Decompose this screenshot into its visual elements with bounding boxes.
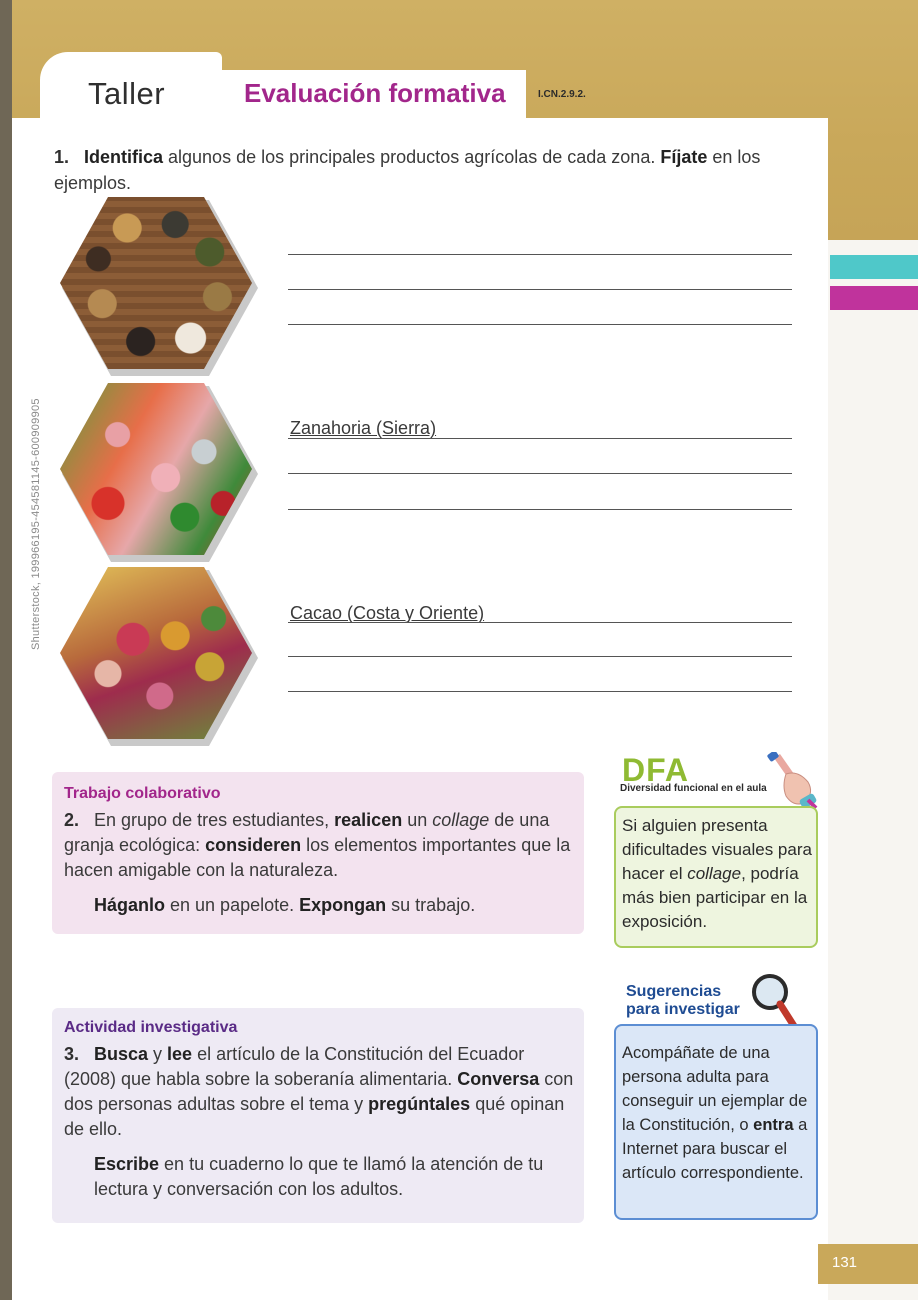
dfa-logo: DFA: [622, 752, 689, 788]
question-3-followup: [64, 1152, 576, 1202]
answer-line[interactable]: [288, 656, 792, 657]
term-collage: collage: [687, 864, 742, 883]
collaborative-heading: Trabajo colaborativo: [64, 785, 221, 802]
question-text: su trabajo.: [386, 895, 476, 915]
verb-entra: entra: [753, 1116, 794, 1134]
answer-line[interactable]: [288, 254, 792, 255]
question-number: 2.: [64, 810, 80, 830]
verb-realicen: realicen: [334, 810, 403, 830]
suggestions-text: [622, 1041, 816, 1185]
page-edge: [0, 0, 12, 1300]
investigative-heading: Actividad investigativa: [64, 1019, 238, 1036]
verb-preguntales: pregúntales: [368, 1094, 471, 1114]
term-collage: collage: [432, 810, 490, 830]
side-tab-teal: [830, 255, 918, 279]
verb-busca: Busca: [94, 1044, 149, 1064]
answer-line[interactable]: [288, 438, 792, 439]
dfa-text: [622, 814, 816, 934]
suggestions-heading: [626, 983, 740, 1019]
verb-expongan: Expongan: [299, 895, 387, 915]
question-2: [64, 808, 574, 918]
question-text: en un papelote.: [165, 895, 300, 915]
question-text: en los ejemplos.: [54, 147, 761, 193]
verb-haganlo: Háganlo: [94, 895, 166, 915]
page-number: 131: [832, 1254, 858, 1271]
suggestions-text-part: Acompáñate de una persona adulta para conseguir un ejemplar de la Constitución, o: [622, 1044, 808, 1134]
answer-line[interactable]: [288, 473, 792, 474]
answer-line[interactable]: [288, 691, 792, 692]
answer-line[interactable]: [288, 622, 792, 623]
question-text: qué opinan de ello.: [64, 1094, 565, 1139]
suggestions-heading-line2: para investigar: [626, 1001, 740, 1018]
question-text: algunos de los principales productos agrícolas de cada zona.: [163, 147, 661, 167]
question-number: 3.: [64, 1044, 80, 1064]
dfa-subtitle: Diversidad funcional en el aula: [620, 783, 767, 794]
verb-escribe: Escribe: [94, 1154, 160, 1174]
question-text: los elementos importantes que la hacen amigable con la naturaleza.: [64, 835, 571, 880]
hand-pointing-icon: [764, 752, 818, 810]
question-text: un: [402, 810, 433, 830]
page-title: Evaluación formativa: [244, 78, 506, 108]
verb-consideren: consideren: [205, 835, 302, 855]
question-text: el artículo de la Constitución del Ecuador (2008) que habla sobre la soberanía alimentaria.: [64, 1044, 525, 1089]
answer-line[interactable]: [288, 509, 792, 510]
question-text: de una granja ecológica:: [64, 810, 550, 855]
answer-line[interactable]: [288, 289, 792, 290]
question-text: En grupo de tres estudiantes,: [94, 810, 335, 830]
example-zanahoria: Zanahoria (Sierra): [290, 418, 437, 438]
answer-line[interactable]: [288, 324, 792, 325]
question-number: 1.: [54, 147, 70, 167]
dfa-text-part: , podría más bien participar en la exposición.: [622, 864, 808, 931]
suggestions-text-part: a Internet para buscar el artículo correspondiente.: [622, 1116, 808, 1182]
example-cacao: Cacao (Costa y Oriente): [290, 603, 485, 623]
suggestions-heading-line1: Sugerencias: [626, 983, 722, 1000]
verb-fijate: Fíjate: [660, 147, 708, 167]
question-text: y: [148, 1044, 168, 1064]
magnifier-icon: [744, 970, 800, 1032]
verb-lee: lee: [167, 1044, 193, 1064]
verb-conversa: Conversa: [457, 1069, 540, 1089]
question-1: [54, 144, 794, 196]
question-text: con dos personas adultas sobre el tema y: [64, 1069, 574, 1114]
section-label: Taller: [88, 76, 166, 111]
question-3: [64, 1042, 576, 1202]
question-text: en tu cuaderno lo que te llamó la atención de tu lectura y conversación con los adultos.: [94, 1154, 544, 1199]
question-2-followup: [64, 893, 574, 918]
dfa-text-part: Si alguien presenta dificultades visuales para hacer el: [622, 816, 812, 883]
indicator-code: I.CN.2.9.2.: [538, 89, 586, 100]
photo-credit: Shutterstock, 199966195-454581145-600909905: [30, 398, 42, 650]
side-tab-magenta: [830, 286, 918, 310]
verb-identifica: Identifica: [84, 147, 164, 167]
